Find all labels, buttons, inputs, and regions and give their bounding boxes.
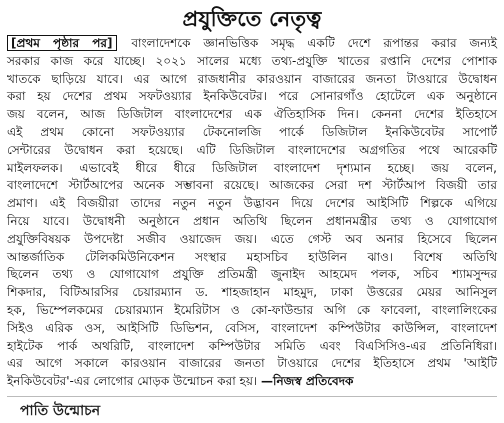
article-line-text: ইনকিউবেটর'-এর লোগোর মোড়ক উন্মোচন করা হয়। bbox=[7, 374, 258, 389]
article-body bbox=[7, 35, 497, 391]
article-line bbox=[7, 373, 497, 391]
article-line: খাতকে ছাড়িয়ে যাবে। এর আগে রাজধানীর কারওয়ান বাজারের জনতা টাওয়ারে উদ্বোধন bbox=[7, 71, 497, 86]
article-line: প্রমাণ। এই বিজয়ীরা তাদের নতুন নতুন উদ্ভাবন দিয়ে দেশের আইসিটি শিল্পকে এগিয়ে bbox=[7, 196, 497, 211]
column-divider bbox=[7, 396, 497, 397]
article-line: এর আগে সকালে কারওয়ান বাজারের জনতা টাওয়ারে দেশের ইতিহাসে প্রথম 'আইটি bbox=[7, 356, 497, 371]
article-line: সেন্টারের উদ্বোধন করা হয়েছে। এটি ডিজিটাল বাংলাদেশের অগ্রগতির পথে আরেকটি bbox=[7, 142, 497, 157]
article-line: হাইটেক পার্ক অথরিটি, বাংলাদেশ কম্পিউটার সমিতি এবং বিএসিসিও-এর প্রতিনিধিরা। bbox=[7, 338, 497, 353]
headline: প্রযুক্তিতে নেতৃত্ব bbox=[182, 7, 322, 31]
article-line: সরকার কাজ করে যাচ্ছে। ২০২১ সালের মধ্যে তথ্য-প্রযুক্তি খাতের রপ্তানি দেশের পোশাক bbox=[7, 53, 497, 68]
article-line: করা হয় দেশের প্রথম সফটওয়্যার ইনকিউবেটর। পরে সোনারগাঁও হোটেলে এক অনুষ্ঠানে bbox=[7, 89, 497, 104]
next-headline-partial: পাতি উন্মোচন bbox=[20, 403, 101, 419]
article-line: নিয়ে যাবে। উদ্বোধনী অনুষ্ঠানে প্রধান অতিথি ছিলেন প্রধানমন্ত্রীর তথ্য ও যোগাযোগ bbox=[7, 213, 497, 228]
article-line-text: বাংলাদেশকে জ্ঞানভিত্তিক সমৃদ্ধ একটি দেশে রূপান্তর করার জন্যই bbox=[131, 36, 497, 50]
article-line: সিইও এরিক ওস, আইসিটি ডিভিশন, বেসিস, বাংলাদেশ কম্পিউটার কাউন্সিল, বাংলাদেশ bbox=[7, 320, 497, 335]
article-line bbox=[7, 35, 497, 53]
byline: —নিজস্ব প্রতিবেদক bbox=[261, 374, 354, 389]
article-line: শিকদার, বিটিআরসির চেয়ারম্যান ড. শাহজাহান মাহমুদ, ঢাকা উত্তরের মেয়র আনিসুল bbox=[7, 285, 497, 300]
article-line: মাইলফলক। এভাবেই ধীরে ধীরে ডিজিটাল বাংলাদেশ দৃশ্যমান হচ্ছে। জয় বলেন, bbox=[7, 160, 497, 175]
article-line: হক, ভিম্পেলকমের চেয়ারম্যান ইমেরিটাস ও কো-ফাউন্ডার অগি কে ফাবেলা, বাংলালিংকের bbox=[7, 302, 497, 317]
continued-from-label: [প্রথম পৃষ্ঠার পর] bbox=[7, 35, 117, 51]
article-line: জয় বলেন, আজ ডিজিটাল বাংলাদেশের এক ঐতিহাসিক দিন। কেননা দেশের ইতিহাসে bbox=[7, 107, 497, 122]
article-line: আন্তর্জাতিক টেলিকমিউনিকেশন সংস্থার মহাসচিব হাউলিন ঝাও। বিশেষ অতিথি bbox=[7, 249, 497, 264]
article-line: প্রযুক্তিবিষয়ক উপদেষ্টা সজীব ওয়াজেদ জয়। এতে গেস্ট অব অনার হিসেবে ছিলেন bbox=[7, 231, 497, 246]
article-line: বাংলাদেশে স্টার্টআপের অনেক সম্ভাবনা রয়েছে। আজকের সেরা দশ স্টার্টআপ বিজয়ী তার bbox=[7, 178, 497, 193]
article-line: এই প্রথম কোনো সফটওয়্যার টেকনোলজি পার্কে ডিজিটাল ইনকিউবেটর সাপোর্ট bbox=[7, 124, 497, 139]
article-line: ছিলেন তথ্য ও যোগাযোগ প্রযুক্তি প্রতিমন্ত্রী জুনাইদ আহমেদ পলক, সচিব শ্যামসুন্দর bbox=[7, 267, 497, 282]
